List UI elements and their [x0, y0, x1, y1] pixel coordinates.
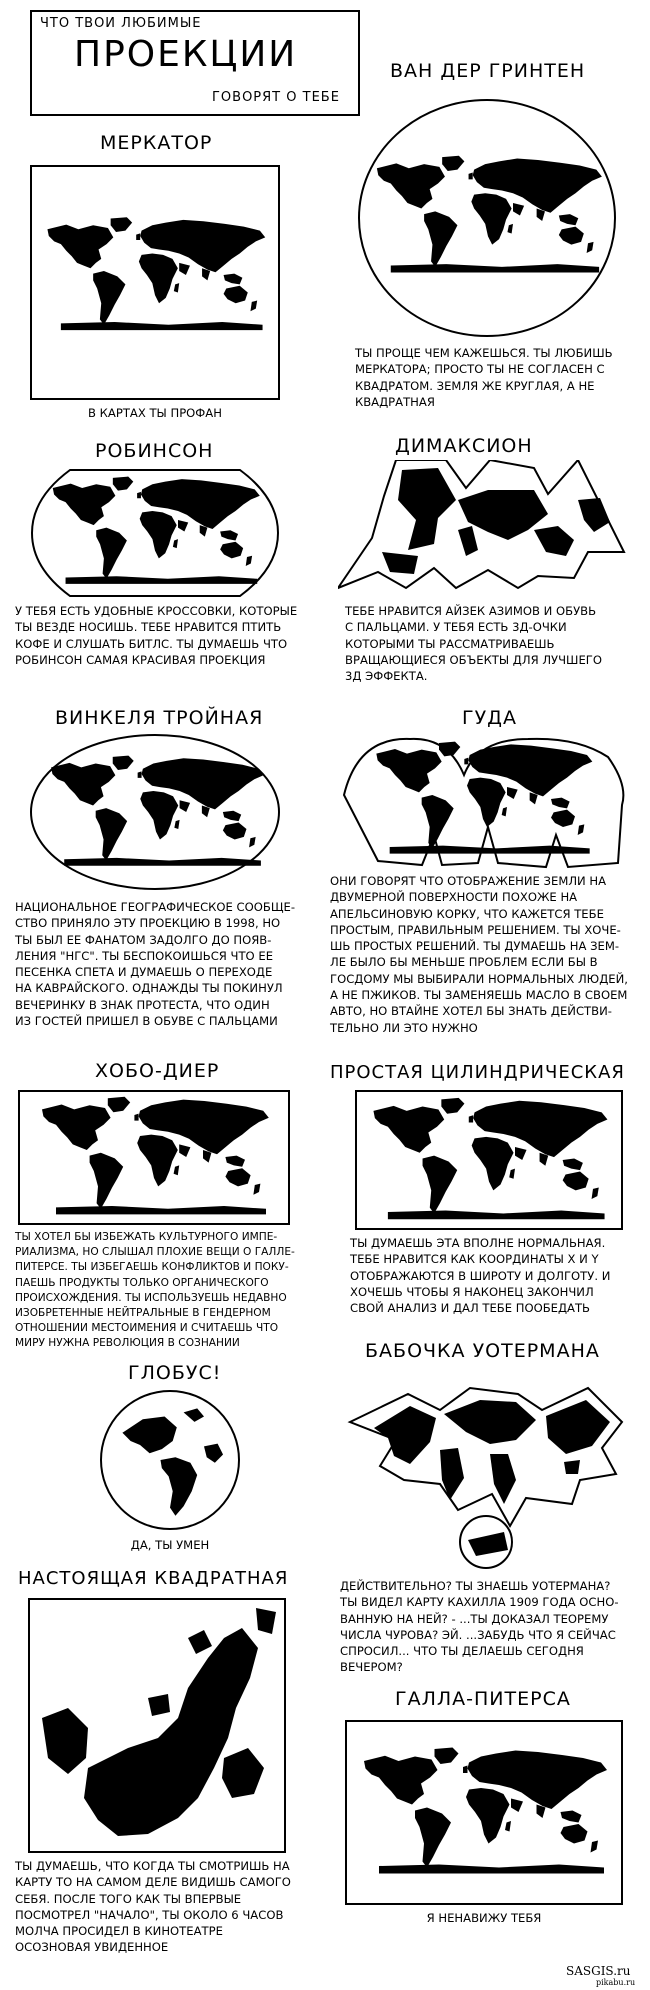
- van-der-grinten-map: [355, 98, 620, 338]
- robinson-title: РОБИНСОН: [95, 440, 214, 462]
- header-bottom-line: ГОВОРЯТ О ТЕБЕ: [212, 90, 340, 105]
- hobo-dyer-caption: ТЫ ХОТЕЛ БЫ ИЗБЕЖАТЬ КУЛЬТУРНОГО ИМПЕ- РИАЛИЗМА, НО СЛЫШАЛ ПЛОХИЕ ВЕЩИ О ГАЛЛЕ- ПИТЕРСЕ. ТЫ ИЗБЕГАЕШЬ КОНФЛИКТОВ И ПОКУ- ПАЕШЬ ПРОДУКТЫ ТОЛЬКО ОРГАНИЧЕСКОГО ПРОИСХОЖДЕНИЯ. ТЫ ИСПОЛЬЗУЕШЬ НЕДАВНО ИЗОБРЕТЕННЫЕ НЕЙТРАЛЬНЫЕ В ГЕНДЕРНОМ ОТНОШЕНИИ МЕСТОИМЕНИЯ И СЧИТАЕШЬ ЧТО МИРУ НУЖНА РЕВОЛЮЦИЯ В СОЗНАНИИ: [15, 1231, 295, 1350]
- true-square-map: [28, 1598, 286, 1853]
- globe-caption: ДА, ТЫ УМЕН: [130, 1538, 210, 1552]
- globe-title: ГЛОБУС!: [128, 1362, 222, 1384]
- header-box: [30, 10, 360, 116]
- dymaxion-title: ДИМАКСИОН: [395, 435, 533, 457]
- van-der-grinten-caption: ТЫ ПРОЩЕ ЧЕМ КАЖЕШЬСЯ. ТЫ ЛЮБИШЬ МЕРКАТОРА; ПРОСТО ТЫ НЕ СОГЛАСЕН С КВАДРАТОМ. ЗЕМЛЯ ЖЕ КРУГЛАЯ, А НЕ КВАДРАТНАЯ: [355, 346, 613, 409]
- plate-carree-title: ПРОСТАЯ ЦИЛИНДРИЧЕСКАЯ: [330, 1062, 625, 1083]
- waterman-map: [340, 1370, 625, 1575]
- goode-caption: ОНИ ГОВОРЯТ ЧТО ОТОБРАЖЕНИЕ ЗЕМЛИ НА ДВУМЕРНОЙ ПОВЕРХНОСТИ ПОХОЖЕ НА АПЕЛЬСИНОВУЮ КОРКУ, ЧТО КАЖЕТСЯ ТЕБЕ ПРОСТЫМ, ПРАВИЛЬНЫМ РЕШЕНИЕМ. ТЫ ХОЧЕ- ШЬ ПРОСТЫХ РЕШЕНИЙ. ТЫ ДУМАЕШЬ НА ЗЕМ- ЛЕ БЫЛО БЫ МЕНЬШЕ ПРОБЛЕМ ЕСЛИ БЫ В ГОСДОМУ МЫ ВЫБИРАЛИ НОРМАЛЬНЫХ ЛЮДЕЙ, А НЕ ПЖИКОВ. ТЫ ЗАМЕНЯЕШЬ МАСЛО В СВОЕМ АВТО, НО ВТАЙНЕ ХОТЕЛ БЫ ЗНАТЬ ДЕЙСТВИ- ТЕЛЬНО ЛИ ЭТО НУЖНО: [330, 874, 628, 1035]
- gall-peters-title: ГАЛЛА-ПИТЕРСА: [395, 1688, 571, 1710]
- plate-carree-map: [355, 1090, 623, 1230]
- globe-map: [98, 1388, 242, 1532]
- gall-peters-map: [345, 1720, 623, 1905]
- winkel-tripel-caption: НАЦИОНАЛЬНОЕ ГЕОГРАФИЧЕСКОЕ СООБЩЕ- СТВО ПРИНЯЛО ЭТУ ПРОЕКЦИЮ В 1998, НО ТЫ БЫЛ ЕЕ ФАНАТОМ ЗАДОЛГО ДО ПОЯВ- ЛЕНИЯ "НГС". ТЫ БЕСПОКОИШЬСЯ ЧТО ЕЕ ПЕСЕНКА СПЕТА И ДУМАЕШЬ О ПЕРЕХОДЕ НА КАВРАЙСКОГО. ОДНАЖДЫ ТЫ ПОКИНУЛ ВЕЧЕРИНКУ В ЗНАК ПРОТЕСТА, ЧТО ОДИН ИЗ ГОСТЕЙ ПРИШЕЛ В ОБУВЕ С ПАЛЬЦАМИ: [15, 900, 296, 1029]
- mercator-map: [30, 165, 280, 400]
- plate-carree-caption: ТЫ ДУМАЕШЬ ЭТА ВПОЛНЕ НОРМАЛЬНАЯ. ТЕБЕ НРАВИТСЯ КАК КООРДИНАТЫ X И Y ОТОБРАЖАЮТСЯ В ШИРОТУ И ДОЛГОТУ. И ХОЧЕШЬ ЧТОБЫ Я НАКОНЕЦ ЗАКОНЧИЛ СВОЙ АНАЛИЗ И ДАЛ ТЕБЕ ПООБЕДАТЬ: [350, 1236, 611, 1316]
- true-square-caption: ТЫ ДУМАЕШЬ, ЧТО КОГДА ТЫ СМОТРИШЬ НА КАРТУ ТО НА САМОМ ДЕЛЕ ВИДИШЬ САМОГО СЕБЯ. ПОСЛЕ ТОГО КАК ТЫ ВПЕРВЫЕ ПОСМОТРЕЛ "НАЧАЛО", ТЫ ОКОЛО 6 ЧАСОВ МОЛЧА ПРОСИДЕЛ В КИНОТЕАТРЕ ОСОЗНОВАЯ УВИДЕННОЕ: [15, 1859, 291, 1955]
- hobo-dyer-map: [18, 1090, 290, 1225]
- waterman-title: БАБОЧКА УОТЕРМАНА: [365, 1340, 600, 1362]
- gall-peters-caption: Я НЕНАВИЖУ ТЕБЯ: [426, 1911, 542, 1925]
- robinson-map: [30, 468, 280, 598]
- mercator-title: МЕРКАТОР: [100, 132, 213, 154]
- watermark-small: pikabu.ru: [596, 1978, 636, 1987]
- header-top-line: ЧТО ТВОИ ЛЮБИМЫЕ: [40, 16, 202, 31]
- header-main-title: ПРОЕКЦИИ: [74, 34, 298, 75]
- hobo-dyer-title: ХОБО-ДИЕР: [95, 1060, 220, 1082]
- waterman-caption: ДЕЙСТВИТЕЛЬНО? ТЫ ЗНАЕШЬ УОТЕРМАНА? ТЫ ВИДЕЛ КАРТУ КАХИЛЛА 1909 ГОДА ОСНО- ВАННУЮ НА НЕЙ? - ...ТЫ ДОКАЗАЛ ТЕОРЕМУ ЧИСЛА ЧУРОВА? ЭЙ. ...ЗАБУДЬ ЧТО Я СЕЙЧАС СПРОСИЛ... ЧТО ТЫ ДЕЛАЕШЬ СЕГОДНЯ ВЕЧЕРОМ?: [340, 1579, 619, 1675]
- winkel-tripel-title: ВИНКЕЛЯ ТРОЙНАЯ: [55, 707, 264, 729]
- mercator-caption: В КАРТАХ ТЫ ПРОФАН: [88, 406, 222, 420]
- true-square-title: НАСТОЯЩАЯ КВАДРАТНАЯ: [18, 1568, 289, 1589]
- dymaxion-map: [338, 460, 628, 590]
- goode-map: [338, 735, 628, 870]
- winkel-tripel-map: [28, 732, 283, 892]
- dymaxion-caption: ТЕБЕ НРАВИТСЯ АЙЗЕК АЗИМОВ И ОБУВЬ С ПАЛЬЦАМИ. У ТЕБЯ ЕСТЬ 3Д-ОЧКИ КОТОРЫМИ ТЫ РАССМАТРИВАЕШЬ ВРАЩАЮЩИЕСЯ ОБЪЕКТЫ ДЛЯ ЛУЧШЕГО 3Д ЭФФЕКТА.: [345, 604, 602, 684]
- robinson-caption: У ТЕБЯ ЕСТЬ УДОБНЫЕ КРОССОВКИ, КОТОРЫЕ ТЫ ВЕЗДЕ НОСИШЬ. ТЕБЕ НРАВИТСЯ ПТИТЬ КОФЕ И СЛУШАТЬ БИТЛС. ТЫ ДУМАЕШЬ ЧТО РОБИНСОН САМАЯ КРАСИВАЯ ПРОЕКЦИЯ: [15, 604, 298, 667]
- van-der-grinten-title: ВАН ДЕР ГРИНТЕН: [390, 60, 586, 82]
- watermark: SASGIS.ru: [566, 1964, 631, 1978]
- goode-title: ГУДА: [462, 707, 518, 729]
